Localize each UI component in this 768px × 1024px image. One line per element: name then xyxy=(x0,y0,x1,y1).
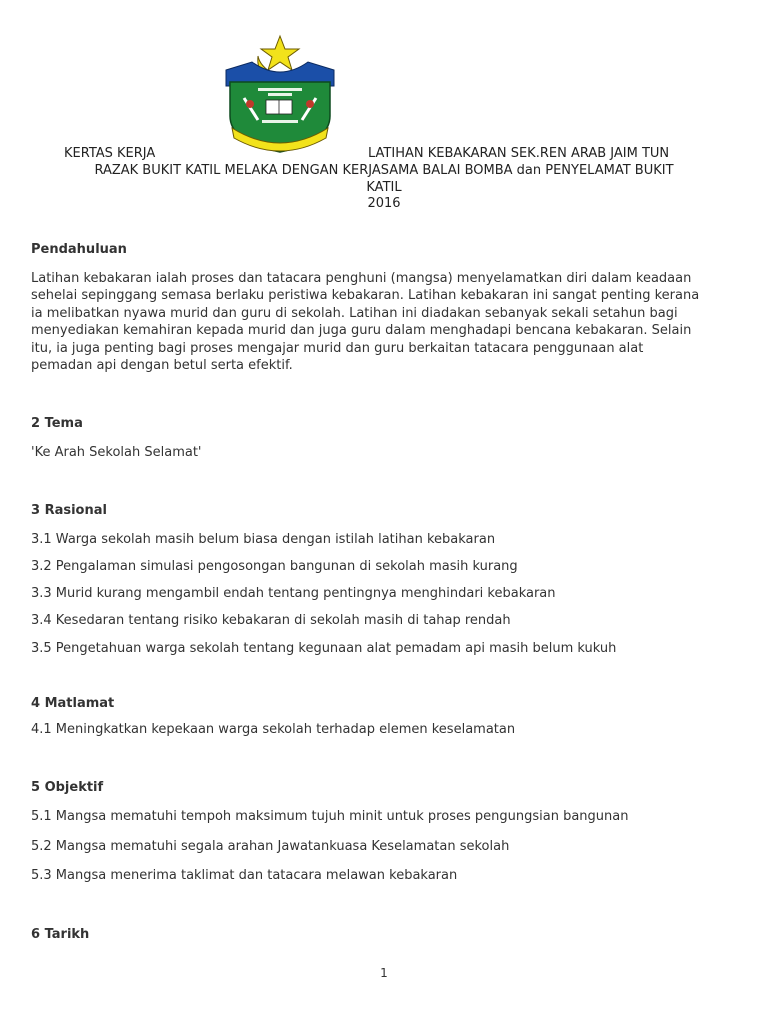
rasional-item: 3.1 Warga sekolah masih belum biasa dengan istilah latihan kebakaran xyxy=(31,532,496,547)
rasional-item: 3.3 Murid kurang mengambil endah tentang pentingnya menghindari kebakaran xyxy=(31,586,556,601)
intro-line: menyediakan kemahiran kepada murid dan juga guru dalam menghadapi bencana kebakaran. Selain xyxy=(31,323,692,339)
intro-paragraph xyxy=(31,270,751,374)
school-crest-logo xyxy=(222,34,338,156)
title-line-3: KATIL xyxy=(366,180,402,195)
rasional-item: 3.5 Pengetahuan warga sekolah tentang kegunaan alat pemadam api masih belum kukuh xyxy=(31,641,617,656)
intro-line: ia melibatkan nyawa murid dan guru di sekolah. Latihan ini diadakan sebanyak sekali setahun bagi xyxy=(31,305,678,321)
title-line-4: 2016 xyxy=(367,196,401,211)
title-right: LATIHAN KEBAKARAN SEK.REN ARAB JAIM TUN xyxy=(368,146,670,161)
tema-text: 'Ke Arah Sekolah Selamat' xyxy=(31,445,202,460)
heading-objektif: 5 Objektif xyxy=(31,780,104,795)
rasional-item: 3.2 Pengalaman simulasi pengosongan bangunan di sekolah masih kurang xyxy=(31,559,518,574)
title-line-2: RAZAK BUKIT KATIL MELAKA DENGAN KERJASAMA BALAI BOMBA dan PENYELAMAT BUKIT xyxy=(94,163,674,178)
intro-line: sehelai sepinggang semasa berlaku peristiwa kebakaran. Latihan kebakaran ini sangat penting kerana xyxy=(31,288,700,304)
objektif-item: 5.3 Mangsa menerima taklimat dan tatacara melawan kebakaran xyxy=(31,868,458,883)
heading-matlamat: 4 Matlamat xyxy=(31,696,115,711)
title-left: KERTAS KERJA xyxy=(64,146,156,161)
heading-rasional: 3 Rasional xyxy=(31,503,107,518)
heading-pendahuluan: Pendahuluan xyxy=(31,242,127,257)
intro-line: itu, ia juga penting bagi proses mengajar murid dan guru berkaitan tatacara penggunaan alat xyxy=(31,340,644,356)
page-number: 1 xyxy=(380,966,388,980)
crest-star xyxy=(261,36,299,70)
intro-line: Latihan kebakaran ialah proses dan tatacara penghuni (mangsa) menyelamatkan diri dalam keadaan xyxy=(31,271,692,286)
rasional-item: 3.4 Kesedaran tentang risiko kebakaran di sekolah masih di tahap rendah xyxy=(31,613,511,628)
heading-tema: 2 Tema xyxy=(31,416,83,431)
matlamat-item: 4.1 Meningkatkan kepekaan warga sekolah terhadap elemen keselamatan xyxy=(31,722,516,737)
heading-tarikh: 6 Tarikh xyxy=(31,927,90,942)
objektif-item: 5.1 Mangsa mematuhi tempoh maksimum tujuh minit untuk proses pengungsian bangunan xyxy=(31,809,629,824)
intro-line: pemadan api dengan betul serta efektif. xyxy=(31,358,293,374)
objektif-item: 5.2 Mangsa mematuhi segala arahan Jawatankuasa Keselamatan sekolah xyxy=(31,839,510,854)
